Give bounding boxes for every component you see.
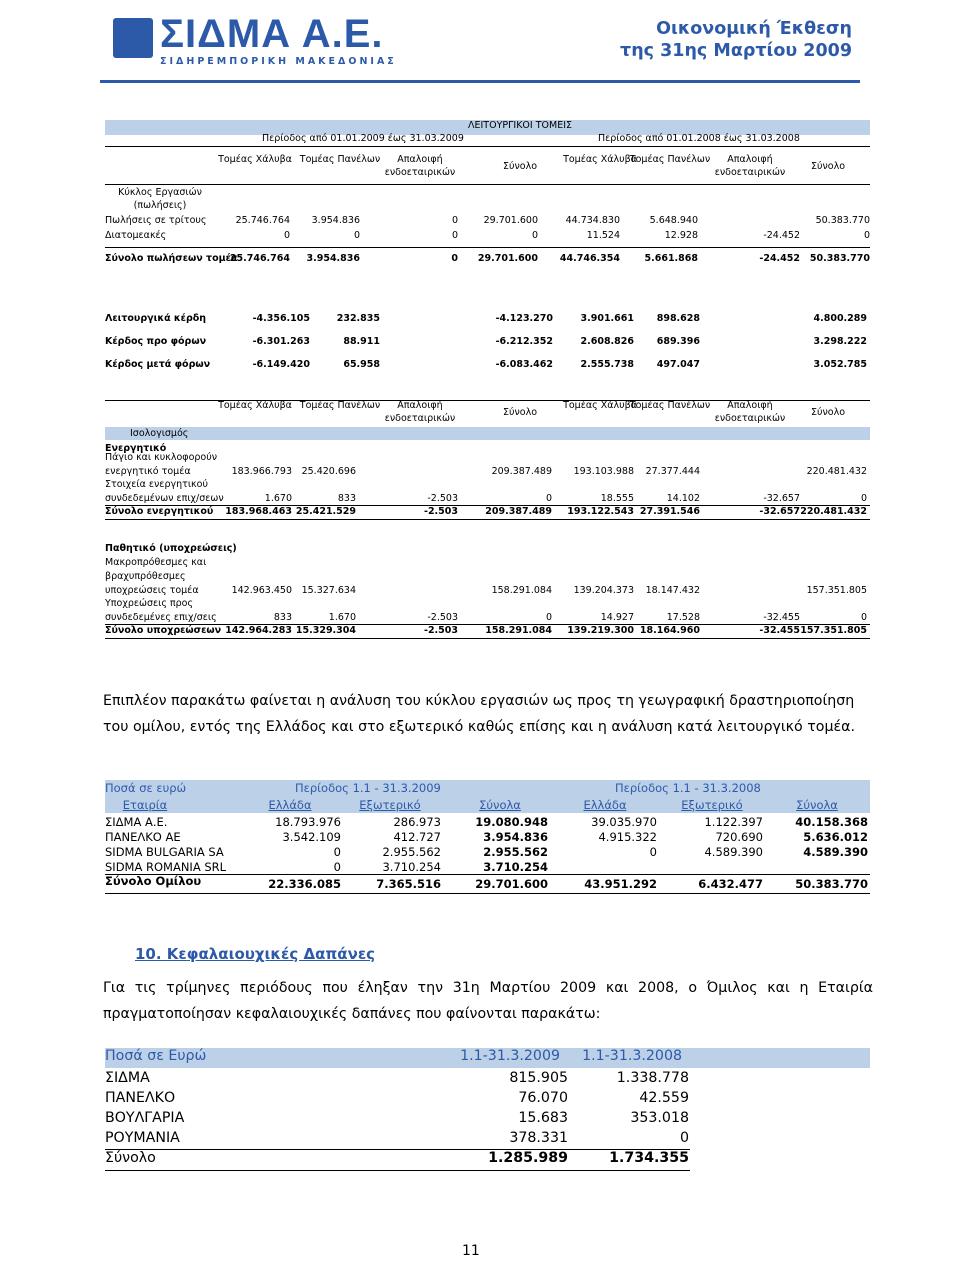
assets-total-cell: 183.968.463: [225, 506, 292, 517]
profit-row-label: Λειτουργικά κέρδη: [105, 313, 207, 324]
geo-col-header: Εταιρία: [122, 798, 168, 812]
balance-cell: 833: [337, 493, 356, 504]
balance-cell: 0: [860, 612, 867, 623]
balance-row-label: υποχρεώσεις τομέα: [105, 585, 199, 596]
balance-rule: [105, 638, 870, 639]
segments-col-header: Απαλοιφή ενδοεταιρικών: [384, 154, 456, 178]
balance-row-label: συνδεδεμένες επιχ/σεις: [105, 612, 217, 623]
geo-period-2008: Περίοδος 1.1 - 31.3.2008: [615, 781, 761, 795]
segments-col-header: Απαλοιφή ενδοεταιρικών: [714, 154, 786, 178]
segment-cell: 0: [353, 230, 360, 241]
geo-company-name: ΣΙΔΜΑ Α.Ε.: [105, 815, 168, 829]
segment-cell: 0: [863, 230, 870, 241]
balance-cell: 833: [273, 612, 292, 623]
profit-cell: 4.800.289: [813, 313, 867, 324]
geo-cell: 3.954.836: [483, 830, 548, 844]
segments-col-header: Σύνολο: [810, 161, 846, 172]
geo-cell: 0: [333, 860, 341, 874]
assets-total-cell: 25.421.529: [295, 506, 356, 517]
geo-rule: [105, 874, 870, 875]
geo-total-cell: 50.383.770: [795, 877, 868, 891]
segment-cell: 29.701.600: [483, 215, 538, 226]
profit-cell: -6.149.420: [252, 359, 310, 370]
capex-total-2008: 1.734.355: [609, 1150, 689, 1166]
balance-cell: 18.555: [600, 493, 634, 504]
geo-cell: 412.727: [393, 830, 441, 844]
company-logo-subtitle: ΣΙΔΗΡΕΜΠΟΡΙΚΗ ΜΑΚΕΔΟΝΙΑΣ: [160, 56, 397, 67]
balance-col-header: Τομέας Πανέλων: [629, 400, 711, 411]
balance-cell: -32.657: [763, 493, 800, 504]
turnover-label: Κύκλος Εργασιών (πωλήσεις): [118, 187, 202, 211]
profit-cell: -4.123.270: [495, 313, 553, 324]
balance-header-band: [105, 427, 870, 440]
balance-cell: 139.204.373: [573, 585, 634, 596]
total-sales-cell: 0: [451, 253, 458, 264]
profit-row-label: Κέρδος μετά φόρων: [105, 359, 211, 370]
balance-cell: -32.455: [763, 612, 800, 623]
liabilities-total-label: Σύνολο υποχρεώσεων: [105, 625, 222, 636]
geo-cell: 0: [333, 845, 341, 859]
profit-row-label: Κέρδος προ φόρων: [105, 336, 207, 347]
total-sales-label: Σύνολο πωλήσεων τομέα: [105, 253, 238, 264]
capex-rule: [105, 1170, 690, 1171]
header-divider: [100, 80, 860, 83]
balance-col-header: Απαλοιφή ενδοεταιρικών: [384, 400, 456, 424]
liabilities-total-cell: -32.455: [759, 625, 800, 636]
balance-row-label: Υποχρεώσεις προς: [105, 598, 194, 609]
geo-period-2009: Περίοδος 1.1 - 31.3.2009: [295, 781, 441, 795]
segments-period-2008: Περίοδος από 01.01.2008 έως 31.03.2008: [598, 133, 800, 144]
capex-cell-2009: 76.070: [518, 1090, 568, 1106]
profit-cell: -6.083.462: [495, 359, 553, 370]
segments-rule: [105, 146, 870, 147]
balance-col-header: Σύνολο: [502, 407, 538, 418]
geo-rule: [105, 893, 870, 894]
geo-cell: 3.542.109: [282, 830, 341, 844]
balance-cell: 193.103.988: [573, 466, 634, 477]
segment-cell: 44.734.830: [565, 215, 620, 226]
capex-row-label: ΡΟΥΜΑΝΙΑ: [105, 1130, 180, 1146]
geo-total-cell: 43.951.292: [584, 877, 657, 891]
balance-cell: 15.327.634: [301, 585, 356, 596]
profit-cell: 2.555.738: [580, 359, 634, 370]
segment-cell: 11.524: [586, 230, 620, 241]
segment-cell: 50.383.770: [815, 215, 870, 226]
segment-cell: 0: [451, 230, 458, 241]
capex-total-label: Σύνολο: [105, 1150, 156, 1166]
segments-col-header: Τομέας Πανέλων: [629, 154, 711, 165]
balance-cell: 142.963.450: [231, 585, 292, 596]
report-title-line1: Οικονομική Έκθεση: [656, 19, 852, 39]
balance-cell: 14.927: [600, 612, 634, 623]
balance-cell: 0: [860, 493, 867, 504]
balance-cell: 1.670: [328, 612, 356, 623]
segment-cell: 12.928: [664, 230, 698, 241]
profit-cell: -6.301.263: [252, 336, 310, 347]
liabilities-total-cell: 158.291.084: [485, 625, 552, 636]
segment-cell: 25.746.764: [235, 215, 290, 226]
segments-col-header: Τομέας Χάλυβα: [218, 154, 292, 165]
profit-cell: 898.628: [656, 313, 700, 324]
balance-row-label: Στοιχεία ενεργητικού: [105, 479, 208, 490]
geo-cell: 39.035.970: [591, 815, 657, 829]
balance-cell: 18.147.432: [645, 585, 700, 596]
capex-cell-2009: 15.683: [518, 1110, 568, 1126]
geo-company-name: SIDMA BULGARIA SA: [105, 845, 224, 859]
geo-cell: 4.589.390: [803, 845, 868, 859]
total-sales-cell: 29.701.600: [477, 253, 538, 264]
balance-cell: 220.481.432: [806, 466, 867, 477]
geo-company-name: SIDMA ROMANIA SRL: [105, 860, 227, 874]
capex-cell-2009: 378.331: [509, 1130, 568, 1146]
balance-cell: -2.503: [427, 612, 458, 623]
profit-cell: 497.047: [656, 359, 700, 370]
geo-cell: 720.690: [715, 830, 763, 844]
company-logo-mark: [113, 18, 153, 58]
profit-cell: 3.901.661: [580, 313, 634, 324]
profit-cell: 88.911: [343, 336, 380, 347]
assets-title: Ενεργητικό: [105, 443, 167, 454]
capex-cell-2008: 42.559: [639, 1090, 689, 1106]
capex-cell-2008: 353.018: [630, 1110, 689, 1126]
balance-cell: 157.351.805: [806, 585, 867, 596]
segment-cell: 3.954.836: [311, 215, 360, 226]
total-sales-cell: 3.954.836: [306, 253, 360, 264]
liabilities-total-cell: 15.329.304: [295, 625, 356, 636]
geo-cell: 3.710.254: [483, 860, 548, 874]
assets-total-cell: 209.387.489: [485, 506, 552, 517]
geo-col-header: Ελλάδα: [268, 798, 312, 812]
geo-cell: 18.793.976: [275, 815, 341, 829]
balance-col-header: Τομέας Χάλυβα: [563, 400, 637, 411]
balance-cell: 14.102: [666, 493, 700, 504]
capex-header-2008: 1.1-31.3.2008: [582, 1048, 682, 1064]
total-sales-cell: 5.661.868: [644, 253, 698, 264]
balance-col-header: Σύνολο: [810, 407, 846, 418]
total-sales-cell: 50.383.770: [809, 253, 870, 264]
geo-cell: 286.973: [393, 815, 441, 829]
paragraph-geographic: Επιπλέον παρακάτω φαίνεται η ανάλυση του κύκλου εργασιών ως προς τη γεωγραφική δραστηριοποίηση του ομίλου, εντός της Ελλάδος και στο εξωτερικό καθώς επίσης και η ανάλυση κατά λειτουργικό τομέα.: [103, 693, 855, 735]
assets-total-cell: 193.122.543: [567, 506, 634, 517]
profit-cell: 3.052.785: [813, 359, 867, 370]
geo-cell: 2.955.562: [483, 845, 548, 859]
balance-col-header: Τομέας Πανέλων: [299, 400, 381, 411]
capex-row-label: ΣΙΔΜΑ: [105, 1070, 150, 1086]
balance-rule: [105, 519, 870, 520]
balance-row-label: ενεργητικό τομέα: [105, 466, 191, 477]
segments-caption: ΛΕΙΤΟΥΡΓΙΚΟΙ ΤΟΜΕΙΣ: [467, 120, 573, 131]
geo-col-header: Σύνολα: [479, 798, 521, 812]
segment-cell: 5.648.940: [649, 215, 698, 226]
balance-row-label: συνδεδεμένων επιχ/σεων: [105, 493, 224, 504]
report-title-line2: της 31ης Μαρτίου 2009: [620, 41, 852, 61]
liabilities-total-cell: -2.503: [424, 625, 458, 636]
balance-cell: -2.503: [427, 493, 458, 504]
balance-cell: 209.387.489: [491, 466, 552, 477]
geo-company-name: ΠΑΝΕΛΚΟ ΑΕ: [105, 830, 181, 844]
balance-cell: 158.291.084: [491, 585, 552, 596]
segments-col-header: Τομέας Πανέλων: [299, 154, 381, 165]
capex-cell-2008: 0: [679, 1130, 689, 1146]
segment-row-label: Διατομεακές: [105, 230, 167, 241]
geo-cell: 5.636.012: [803, 830, 868, 844]
profit-cell: -6.212.352: [495, 336, 553, 347]
geo-total-label: Σύνολο Ομίλου: [105, 874, 202, 888]
capex-header-2009: 1.1-31.3.2009: [460, 1048, 560, 1064]
balance-cell: 25.420.696: [301, 466, 356, 477]
report-title: [620, 18, 852, 62]
geo-total-cell: 6.432.477: [698, 877, 763, 891]
segments-rule: [105, 247, 870, 248]
assets-total-cell: -2.503: [424, 506, 458, 517]
segments-col-header: Τομέας Χάλυβα: [563, 154, 637, 165]
balance-cell: 183.966.793: [231, 466, 292, 477]
segment-cell: -24.452: [763, 230, 800, 241]
segment-row-label: Πωλήσεις σε τρίτους: [105, 215, 207, 226]
geo-cell: 3.710.254: [382, 860, 441, 874]
section-10-title: 10. Κεφαλαιουχικές Δαπάνες: [135, 945, 376, 963]
profit-cell: 689.396: [656, 336, 700, 347]
assets-total-label: Σύνολο ενεργητικού: [105, 506, 214, 517]
assets-total-cell: -32.657: [759, 506, 800, 517]
liabilities-title: Παθητικό (υποχρεώσεις): [105, 543, 237, 554]
capex-header-label: Ποσά σε Ευρώ: [105, 1048, 207, 1064]
balance-cell: 0: [545, 493, 552, 504]
capex-row-label: ΠΑΝΕΛΚΟ: [105, 1090, 176, 1106]
profit-cell: -4.356.105: [252, 313, 310, 324]
total-sales-cell: 44.746.354: [559, 253, 620, 264]
assets-total-cell: 220.481.432: [800, 506, 867, 517]
capex-total-2009: 1.285.989: [488, 1150, 568, 1166]
geo-cell: 4.915.322: [598, 830, 657, 844]
balance-row-label: Μακροπρόθεσμες και: [105, 557, 207, 568]
geo-total-cell: 22.336.085: [268, 877, 341, 891]
section-10-paragraph: Για τις τρίμηνες περιόδους που έληξαν την 31η Μαρτίου 2009 και 2008, ο Όμιλος και η Εταιρία πραγματοποίησαν κεφαλαιουχικές δαπάνες που φαίνονται παρακάτω:: [103, 980, 873, 1022]
balance-row-label: βραχυπρόθεσμες: [105, 571, 186, 582]
geo-cell: 2.955.562: [382, 845, 441, 859]
balance-col-header: Απαλοιφή ενδοεταιρικών: [714, 400, 786, 424]
segments-col-header: Σύνολο: [502, 161, 538, 172]
segment-cell: 0: [531, 230, 538, 241]
geo-total-cell: 7.365.516: [376, 877, 441, 891]
geo-cell: 19.080.948: [475, 815, 548, 829]
page-number: 11: [462, 1243, 480, 1259]
segment-cell: 0: [451, 215, 458, 226]
liabilities-total-cell: 142.964.283: [225, 625, 292, 636]
geo-cell: 1.122.397: [704, 815, 763, 829]
capex-cell-2008: 1.338.778: [616, 1070, 689, 1086]
geo-col-header: Εξωτερικό: [359, 798, 421, 812]
profit-cell: 3.298.222: [813, 336, 867, 347]
balance-cell: 1.670: [264, 493, 292, 504]
balance-col-header: Τομέας Χάλυβα: [218, 400, 292, 411]
total-sales-cell: 25.746.764: [229, 253, 290, 264]
geo-total-cell: 29.701.600: [475, 877, 548, 891]
geo-col-header: Σύνολα: [796, 798, 838, 812]
geo-amounts-label: Ποσά σε ευρώ: [105, 781, 187, 795]
segments-period-2009: Περίοδος από 01.01.2009 έως 31.03.2009: [262, 133, 464, 144]
profit-cell: 65.958: [343, 359, 380, 370]
capex-row-label: ΒΟΥΛΓΑΡΙΑ: [105, 1110, 185, 1126]
company-logo-text: ΣΙΔΜΑ Α.Ε.: [160, 12, 384, 56]
geo-cell: 4.589.390: [704, 845, 763, 859]
geo-cell: 0: [649, 845, 657, 859]
profit-cell: 2.608.826: [580, 336, 634, 347]
balance-cell: 27.377.444: [645, 466, 700, 477]
liabilities-total-cell: 157.351.805: [800, 625, 867, 636]
capex-cell-2009: 815.905: [509, 1070, 568, 1086]
geo-col-header: Εξωτερικό: [681, 798, 743, 812]
balance-cell: 17.528: [666, 612, 700, 623]
balance-section-title: Ισολογισμός: [130, 428, 189, 439]
segment-cell: 0: [283, 230, 290, 241]
liabilities-total-cell: 139.219.300: [567, 625, 634, 636]
balance-cell: 0: [545, 612, 552, 623]
liabilities-total-cell: 18.164.960: [639, 625, 700, 636]
profit-cell: 232.835: [336, 313, 380, 324]
assets-total-cell: 27.391.546: [639, 506, 700, 517]
total-sales-cell: -24.452: [759, 253, 800, 264]
segments-rule: [105, 184, 870, 185]
balance-row-label: Πάγιο και κυκλοφορούν: [105, 452, 218, 463]
geo-col-header: Ελλάδα: [583, 798, 627, 812]
geo-cell: 40.158.368: [795, 815, 868, 829]
